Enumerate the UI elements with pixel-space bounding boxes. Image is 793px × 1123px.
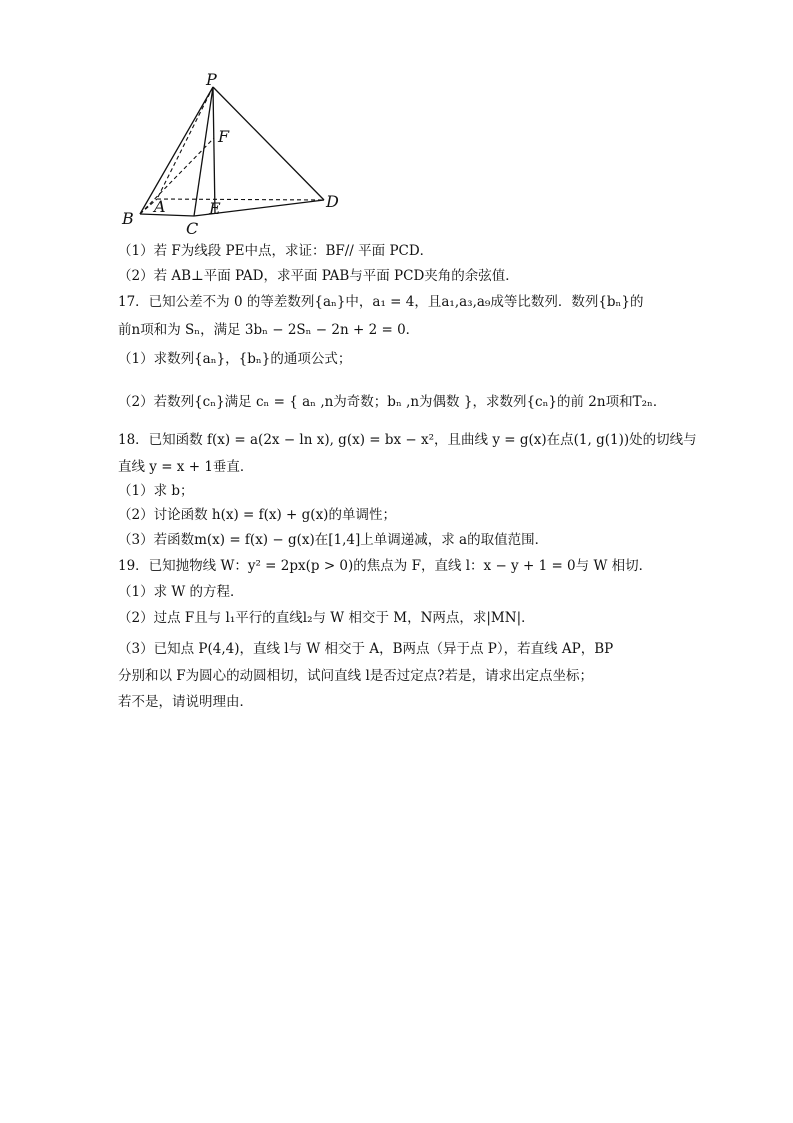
q17-part1: （1）求数列{aₙ}，{bₙ}的通项公式； bbox=[118, 351, 352, 367]
pyramid-figure bbox=[110, 70, 360, 240]
q19-stem: 19．已知抛物线 W：y² = 2px(p > 0)的焦点为 F，直线 l：x − y + 1 = 0与 W 相切． bbox=[118, 558, 653, 574]
edge-PD bbox=[213, 87, 324, 200]
q17-stem-line2: 前n项和为 Sₙ，满足 3bₙ − 2Sₙ − 2n + 2 = 0． bbox=[118, 322, 420, 338]
q17-part2: （2）若数列{cₙ}满足 cₙ = { aₙ ,n为奇数；bₙ ,n为偶数 }，求数列{cₙ}的前 2n项和T₂ₙ． bbox=[118, 394, 667, 410]
q18-stem-line1: 18．已知函数 f(x) = a(2x − ln x), g(x) = bx − x²，且曲线 y = g(x)在点(1, g(1))处的切线与 bbox=[118, 432, 697, 448]
vertex-label-E: E bbox=[209, 199, 221, 218]
q18-stem-line2: 直线 y = x + 1垂直． bbox=[118, 459, 254, 475]
q19-part2: （2）过点 F且与 l₁平行的直线l₂与 W 相交于 M，N两点，求|MN|． bbox=[118, 610, 535, 626]
q18-part3: （3）若函数m(x) = f(x) − g(x)在[1,4]上单调递减，求 a的取值范围． bbox=[118, 532, 549, 548]
vertex-label-B: B bbox=[122, 209, 134, 228]
vertex-label-A: A bbox=[154, 197, 166, 216]
edge-PB bbox=[140, 87, 213, 214]
q16-part1: （1）若 F为线段 PE中点，求证：BF// 平面 PCD． bbox=[118, 243, 434, 259]
q17-stem-line1: 17．已知公差不为 0 的等差数列{aₙ}中，a₁ = 4，且a₁,a₃,a₉成等比数列．数列{bₙ}的 bbox=[118, 294, 644, 310]
q18-part1: （1）求 b； bbox=[118, 483, 194, 499]
edge-AD bbox=[157, 199, 324, 200]
vertex-label-D: D bbox=[326, 192, 339, 211]
q16-part2: （2）若 AB⊥平面 PAD，求平面 PAB与平面 PCD夹角的余弦值． bbox=[118, 268, 519, 284]
q18-part2: （2）讨论函数 h(x) = f(x) + g(x)的单调性； bbox=[118, 507, 396, 523]
q19-part3-line1: （3）已知点 P(4,4)，直线 l与 W 相交于 A，B两点（异于点 P），若直线 AP，BP bbox=[118, 641, 614, 657]
q19-part1: （1）求 W 的方程． bbox=[118, 584, 244, 600]
vertex-label-P: P bbox=[206, 70, 217, 89]
edge-BC bbox=[140, 214, 194, 216]
q19-part3-line2: 分别和以 F为圆心的动圆相切，试问直线 l是否过定点?若是，请求出定点坐标； bbox=[118, 668, 594, 684]
q19-part3-line3: 若不是，请说明理由． bbox=[118, 694, 253, 710]
vertex-label-F: F bbox=[218, 127, 230, 146]
vertex-label-C: C bbox=[186, 219, 199, 238]
edge-PE bbox=[213, 87, 215, 214]
